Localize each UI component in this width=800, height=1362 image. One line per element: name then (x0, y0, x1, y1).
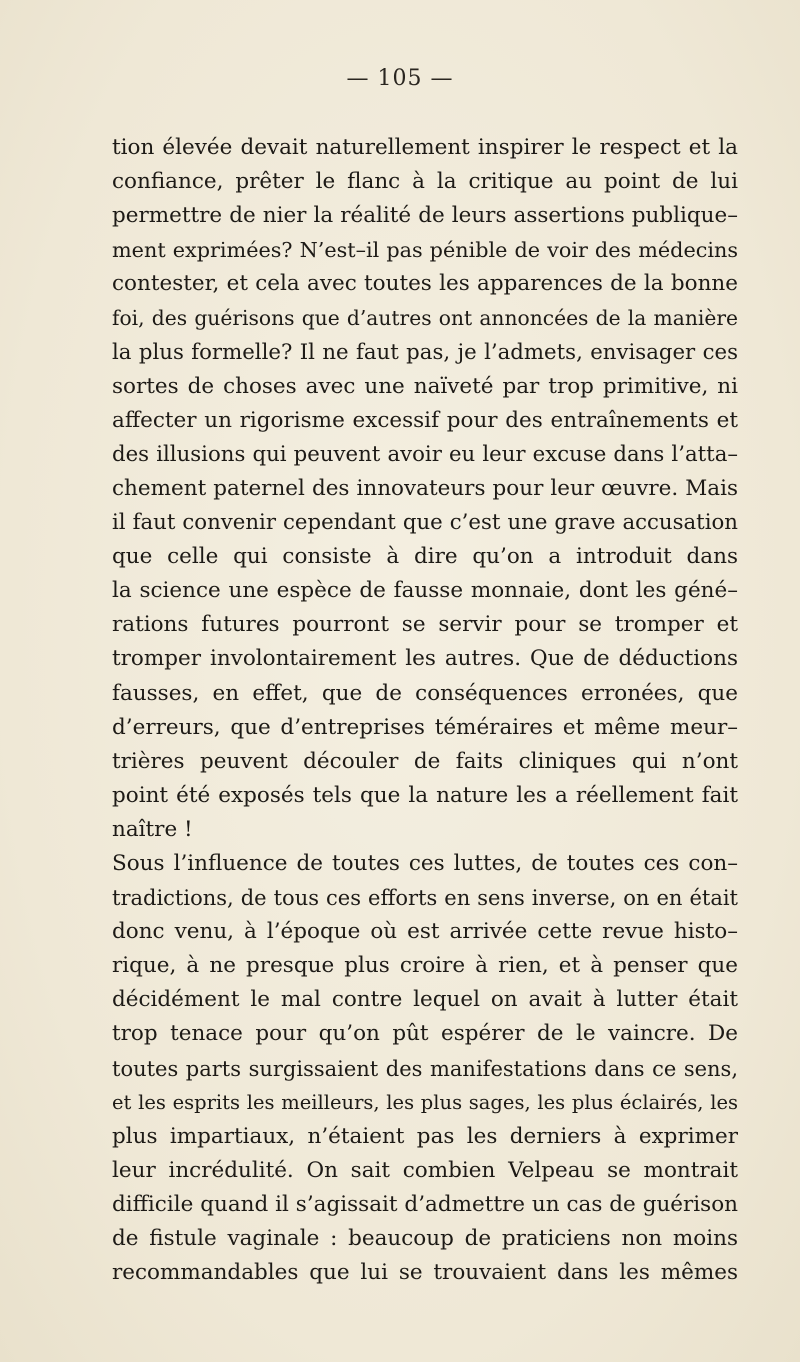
text-line: chement paternel des innovateurs pour leur œuvre. Mais (112, 475, 738, 501)
text-line: confiance, prêter le flanc à la critique au point de lui (112, 169, 738, 195)
text-line: rations futures pourront se servir pour se tromper et (112, 612, 738, 638)
text-line: la plus formelle? Il ne faut pas, je l’admets, envisager ces (112, 339, 738, 365)
text-line: sortes de choses avec une naïveté par trop primitive, ni (112, 373, 738, 399)
page-number-header: — 105 — (346, 66, 454, 91)
text-line: et les esprits les meilleurs, les plus sages, les plus éclairés, les (112, 1090, 738, 1114)
text-line: trop tenace pour qu’on pût espérer de le vaincre. De (112, 1021, 738, 1047)
paragraph-end-line: naître ! (112, 816, 193, 842)
text-line: donc venu, à l’époque où est arrivée cette revue histo– (112, 919, 738, 945)
text-line: contester, et cela avec toutes les apparences de la bonne (112, 271, 738, 297)
text-line: des illusions qui peuvent avoir eu leur excuse dans l’atta– (112, 441, 738, 467)
text-line: tromper involontairement les autres. Que de déductions (112, 646, 738, 672)
page-body-text (112, 131, 738, 1290)
text-line: difficile quand il s’agissait d’admettre un cas de guérison (112, 1191, 738, 1217)
text-line: que celle qui consiste à dire qu’on a introduit dans (112, 544, 738, 570)
text-line: affecter un rigorisme excessif pour des entraînements et (112, 407, 738, 433)
paragraph-start-line: Sous l’influence de toutes ces luttes, de toutes ces con– (112, 850, 738, 876)
text-line: tradictions, de tous ces efforts en sens inverse, on en était (112, 886, 738, 911)
text-line: ment exprimées? N’est–il pas pénible de voir des médecins (112, 238, 738, 263)
text-line: tion élevée devait naturellement inspirer le respect et la (112, 135, 738, 160)
text-line: trières peuvent découler de faits cliniques qui n’ont (112, 748, 738, 774)
text-line: décidément le mal contre lequel on avait à lutter était (112, 987, 738, 1013)
text-line: plus impartiaux, n’étaient pas les derniers à exprimer (112, 1123, 738, 1149)
text-line: leur incrédulité. On sait combien Velpeau se montrait (112, 1157, 738, 1183)
text-line: point été exposés tels que la nature les a réellement fait (112, 782, 738, 808)
text-line: d’erreurs, que d’entreprises téméraires et même meur– (112, 714, 738, 740)
text-line: fausses, en effet, que de conséquences erronées, que (112, 680, 738, 706)
text-line: toutes parts surgissaient des manifestations dans ce sens, (112, 1056, 738, 1081)
text-line: rique, à ne presque plus croire à rien, et à penser que (112, 953, 738, 979)
text-line: de fistule vaginale : beaucoup de praticiens non moins (112, 1226, 738, 1251)
text-line: il faut convenir cependant que c’est une grave accusation (112, 510, 738, 536)
text-line: recommandables que lui se trouvaient dans les mêmes (112, 1260, 738, 1286)
text-line: foi, des guérisons que d’autres ont annoncées de la manière (112, 306, 738, 331)
text-line: permettre de nier la réalité de leurs assertions publique– (112, 203, 738, 229)
text-line: la science une espèce de fausse monnaie, dont les géné– (112, 578, 738, 604)
